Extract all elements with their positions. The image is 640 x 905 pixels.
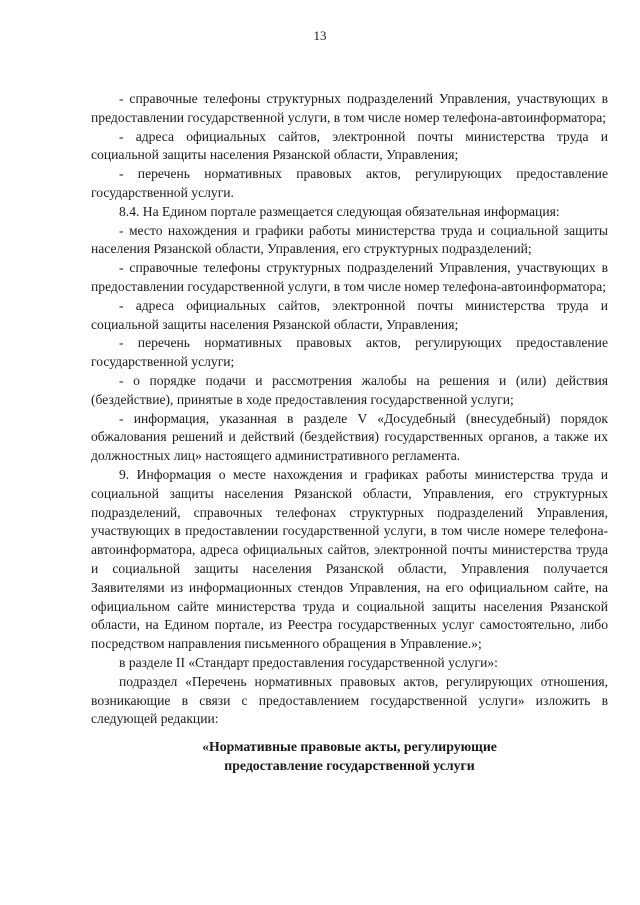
paragraph: - информация, указанная в разделе V «Досудебный (внесудебный) порядок обжалования решений и действий (бездействия) государственных органов, а также их должностных лиц» настоящего административного регламента. — [91, 410, 608, 464]
paragraph: - перечень нормативных правовых актов, регулирующих предоставление государственной услуги. — [91, 166, 608, 200]
paragraph: 9. Информация о месте нахождения и графиках работы министерства труда и социальной защиты населения Рязанской области, Управления, его структурных подразделений, справочных телефонах структурных подразделений Управления, участвующих в предоставлении государственной услуги, в том числе номере телефона-автоинформатора, адреса официальных сайтов, электронной почты министерства труда и социальной защиты населения Рязанской области, Управления получается Заявителями из информационных стендов Управления, на его официальном сайте, на официальном сайте министерства труда и социальной защиты населения Рязанской области, на Едином портале, из Реестра государственных услуг самостоятельно, либо посредством направления письменного обращения в Управление.»; — [91, 466, 608, 652]
paragraph: - адреса официальных сайтов, электронной почты министерства труда и социальной защиты населения Рязанской области, Управления; — [91, 297, 608, 332]
paragraph: - справочные телефоны структурных подразделений Управления, участвующих в предоставлении государственной услуги, в том числе номер телефона-автоинформатора; — [91, 91, 608, 125]
paragraph: - место нахождения и графики работы министерства труда и социальной защиты населения Рязанской области, Управления, его структурных подразделений; — [91, 222, 608, 257]
paragraph: 8.4. На Едином портале размещается следующая обязательная информация: — [119, 203, 560, 219]
paragraph: - о порядке подачи и рассмотрения жалобы на решения и (или) действия (бездействие), принятые в ходе предоставления государственной услуги; — [91, 372, 608, 407]
paragraph: - перечень нормативных правовых актов, регулирующих предоставление государственной услуги; — [91, 335, 608, 370]
section-heading — [91, 737, 608, 775]
document-body — [91, 90, 608, 775]
section-heading-line: «Нормативные правовые акты, регулирующие — [202, 739, 497, 755]
paragraph: - справочные телефоны структурных подразделений Управления, участвующих в предоставлении государственной услуги, в том числе номер телефона-автоинформатора; — [91, 260, 608, 294]
paragraph: подраздел «Перечень нормативных правовых актов, регулирующих отношения, возникающие в связи с предоставлением государственной услуги» изложить в следующей редакции: — [91, 673, 608, 727]
page-number: 13 — [313, 28, 327, 43]
section-heading-line: предоставление государственной услуги — [224, 758, 475, 774]
paragraph: в разделе II «Стандарт предоставления государственной услуги»: — [119, 654, 498, 670]
paragraph: - адреса официальных сайтов, электронной почты министерства труда и социальной защиты населения Рязанской области, Управления; — [91, 128, 608, 163]
